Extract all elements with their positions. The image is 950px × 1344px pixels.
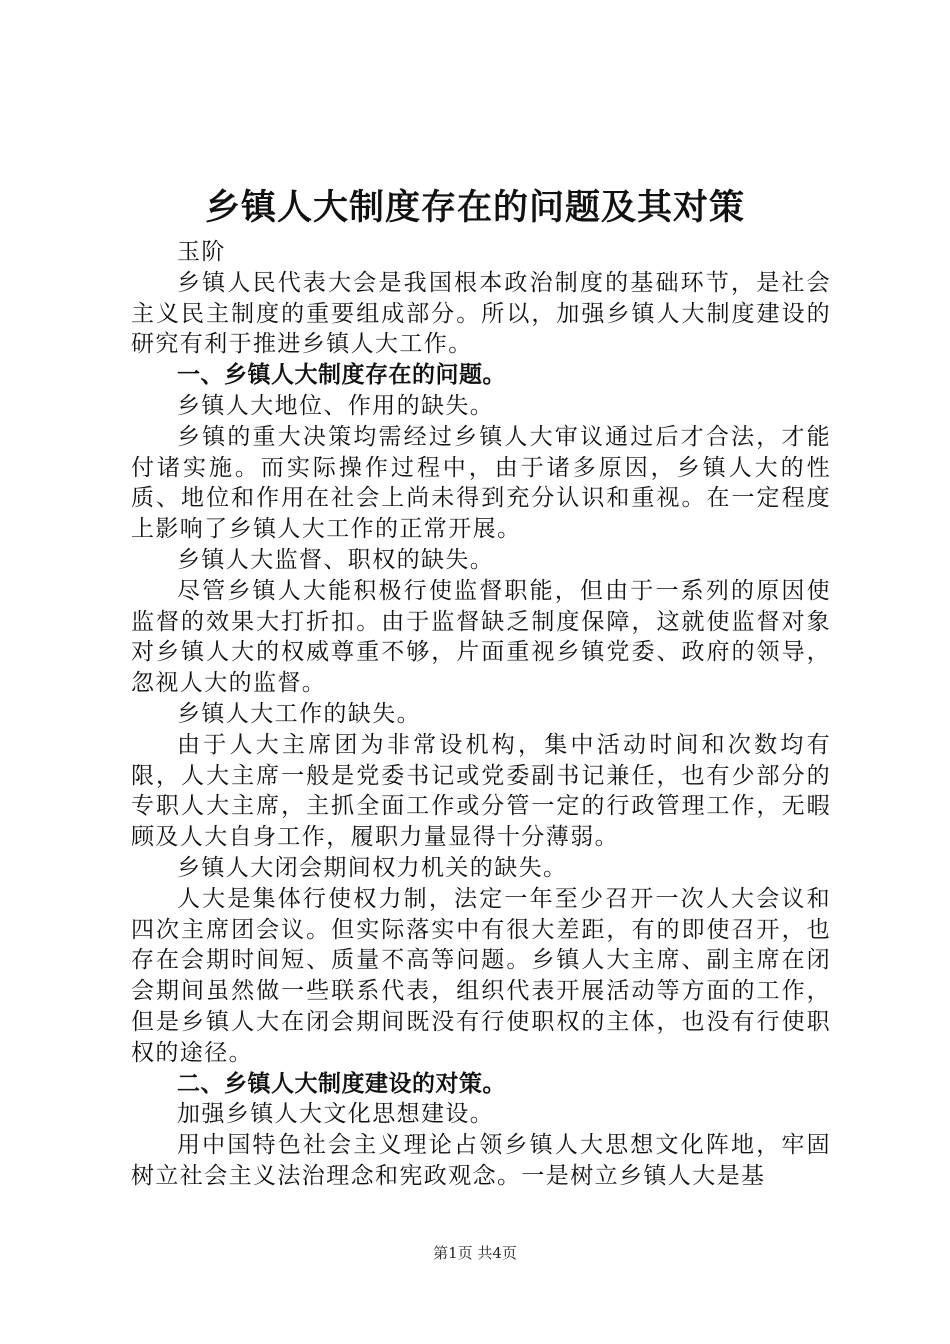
paragraph: 人大是集体行使权力制，法定一年至少召开一次人大会议和四次主席团会议。但实际落实中有很大差距，有的即使召开，也存在会期时间短、质量不高等问题。乡镇人大主席、副主席在闭会期间虽然做一些联系代表，组织代表开展活动等方面的工作，但是乡镇人大在闭会期间既没有行使职权的主体，也没有行使职权的途径。 xyxy=(131,885,831,1066)
page-number-footer: 第1页 共4页 xyxy=(433,1244,517,1262)
subheading: 乡镇人大工作的缺失。 xyxy=(177,700,421,727)
subheading: 乡镇人大闭会期间权力机关的缺失。 xyxy=(177,854,568,881)
paragraph: 乡镇人民代表大会是我国根本政治制度的基础环节，是社会主义民主制度的重要组成部分。所以，加强乡镇人大制度建设的研究有利于推进乡镇人大工作。 xyxy=(131,269,831,358)
document-body xyxy=(131,237,831,1192)
subheading: 乡镇人大地位、作用的缺失。 xyxy=(177,392,495,419)
paragraph: 由于人大主席团为非常设机构，集中活动时间和次数均有限，人大主席一般是党委书记或党委副书记兼任，也有少部分的专职人大主席，主抓全面工作或分管一定的行政管理工作，无暇顾及人大自身工作，履职力量显得十分薄弱。 xyxy=(131,731,831,851)
subheading: 乡镇人大监督、职权的缺失。 xyxy=(177,546,495,573)
paragraph: 乡镇的重大决策均需经过乡镇人大审议通过后才合法，才能付诸实施。而实际操作过程中，由于诸多原因，乡镇人大的性质、地位和作用在社会上尚未得到充分认识和重视。在一定程度上影响了乡镇人大工作的正常开展。 xyxy=(131,423,831,543)
section-heading: 一、乡镇人大制度存在的问题。 xyxy=(177,362,506,389)
document-title: 乡镇人大制度存在的问题及其对策 xyxy=(204,187,745,228)
author-line: 玉阶 xyxy=(177,239,226,265)
paragraph: 尽管乡镇人大能积极行使监督职能，但由于一系列的原因使监督的效果大打折扣。由于监督缺乏制度保障，这就使监督对象对乡镇人大的权威尊重不够，片面重视乡镇党委、政府的领导，忽视人大的监督。 xyxy=(131,577,831,697)
subheading: 加强乡镇人大文化思想建设。 xyxy=(177,1101,495,1128)
section-heading: 二、乡镇人大制度建设的对策。 xyxy=(177,1070,506,1097)
paragraph: 用中国特色社会主义理论占领乡镇人大思想文化阵地，牢固树立社会主义法治理念和宪政观念。一是树立乡镇人大是基 xyxy=(131,1132,831,1189)
